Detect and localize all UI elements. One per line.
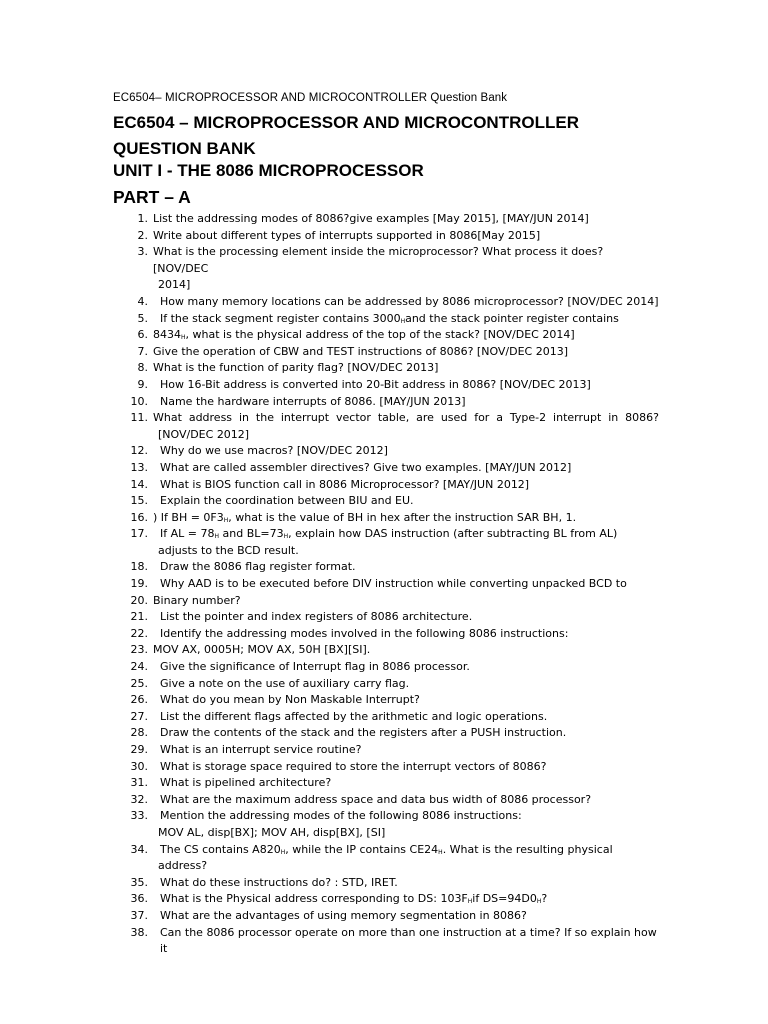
question-text-part: ) If BH = 0F3 (153, 510, 224, 524)
question-item (113, 510, 659, 527)
question-text: List the different flags affected by the arithmetic and logic operations. (160, 709, 548, 723)
question-text: What is storage space required to store the interrupt vectors of 8086? (160, 759, 547, 773)
question-text: Why AAD is to be executed before DIV instruction while converting unpacked BCD to (160, 577, 627, 591)
question-text-part: , while the IP contains CE24 (285, 842, 439, 856)
question-number: 19. (130, 577, 148, 591)
question-item (113, 493, 659, 510)
question-text-part: What is the Physical address corresponding to DS: 103F (160, 892, 468, 906)
question-text: Draw the 8086 flag register format. (160, 560, 356, 574)
question-item (113, 394, 659, 411)
question-text-part: , what is the value of BH in hex after the instruction SAR BH, 1. (228, 510, 577, 524)
question-text: How 16-Bit address is converted into 20-Bit address in 8086? [NOV/DEC 2013] (160, 377, 591, 391)
question-text: List the pointer and index registers of 8086 architecture. (160, 610, 473, 624)
question-item (113, 327, 659, 344)
question-number: 36. (130, 892, 148, 906)
question-number: 30. (130, 759, 148, 773)
question-item (113, 311, 659, 328)
question-item (113, 891, 659, 908)
question-text: Explain the coordination between BIU and EU. (160, 494, 414, 508)
question-number: 15. (130, 494, 148, 508)
question-text: Binary number? (153, 593, 241, 607)
question-text-part: . What is the resulting physical (442, 842, 613, 856)
question-number: 27. (130, 709, 148, 723)
question-item (113, 759, 659, 776)
hex-subscript: H (283, 533, 289, 541)
question-number: 13. (130, 460, 148, 474)
question-text: Why do we use macros? [NOV/DEC 2012] (160, 444, 388, 458)
question-text: Can the 8086 processor operate on more than one instruction at a time? If so explain how it (160, 925, 657, 956)
question-continuation: adjusts to the BCD result. (158, 543, 299, 557)
question-item (113, 609, 659, 626)
question-text (153, 842, 659, 859)
question-item (113, 742, 659, 759)
question-number: 33. (130, 809, 148, 823)
question-number: 8. (137, 361, 148, 375)
question-number: 38. (130, 925, 148, 939)
question-number: 26. (130, 693, 148, 707)
question-item (113, 808, 659, 825)
hex-subscript: H (214, 533, 219, 541)
question-text-part: , explain how DAS instruction (after subtracting BL from AL) (288, 527, 618, 541)
hex-subscript: H (223, 516, 229, 524)
question-number: 20. (130, 593, 148, 607)
question-text: What are the advantages of using memory segmentation in 8086? (160, 908, 527, 922)
question-number: 22. (130, 626, 148, 640)
question-text: MOV AX, 0005H; MOV AX, 50H [BX][SI]. (153, 643, 371, 657)
question-item (113, 377, 659, 394)
question-item (113, 593, 659, 610)
question-item (113, 460, 659, 477)
question-text: What is pipelined architecture? (160, 776, 332, 790)
question-number: 6. (137, 328, 148, 342)
question-number: 5. (137, 311, 148, 325)
question-number: 29. (130, 743, 148, 756)
question-continuation: MOV AL, disp[BX]; MOV AH, disp[BX], [SI] (158, 825, 386, 839)
question-number: 3. (137, 245, 148, 259)
question-text-part: and the stack pointer register contains (405, 311, 619, 325)
question-item (113, 211, 659, 228)
question-text: Mention the addressing modes of the following 8086 instructions: (160, 809, 522, 823)
hex-subscript: H (181, 334, 186, 342)
question-text: Draw the contents of the stack and the registers after a PUSH instruction. (160, 726, 567, 740)
question-text-part: and BL=73 (219, 527, 284, 541)
question-item (113, 526, 659, 543)
hex-subscript: H (400, 317, 406, 325)
question-item (113, 626, 659, 643)
question-item (113, 875, 659, 892)
hex-subscript: H (536, 898, 542, 906)
question-item (113, 559, 659, 576)
question-item (113, 244, 659, 277)
question-item (113, 792, 659, 809)
question-text: What is an interrupt service routine? (160, 743, 362, 756)
question-text (153, 311, 659, 328)
question-item (113, 709, 659, 726)
question-number: 7. (137, 344, 148, 358)
question-text-part: The CS contains A820 (160, 842, 281, 856)
question-item (113, 676, 659, 693)
question-text: Give the operation of CBW and TEST instructions of 8086? [NOV/DEC 2013] (153, 344, 569, 358)
question-item (113, 692, 659, 709)
question-text: Write about different types of interrupts supported in 8086[May 2015] (153, 228, 541, 242)
question-text: What do you mean by Non Maskable Interrupt? (160, 693, 420, 707)
question-number: 14. (130, 477, 148, 491)
question-text: Give a note on the use of auxiliary carry flag. (160, 676, 410, 690)
question-text (153, 891, 659, 908)
question-item (113, 576, 659, 593)
question-item (113, 294, 659, 311)
question-number: 24. (130, 660, 148, 674)
question-item (113, 228, 659, 245)
document-title: EC6504 – MICROPROCESSOR AND MICROCONTROLLER (113, 113, 579, 132)
question-text: Give the significance of Interrupt flag in 8086 processor. (160, 660, 470, 674)
question-number: 31. (130, 776, 148, 790)
question-text (153, 526, 659, 543)
question-text-part: If the stack segment register contains 3000 (160, 311, 401, 325)
question-list (113, 211, 659, 958)
question-number: 35. (130, 875, 148, 889)
question-item (113, 642, 659, 659)
question-number: 12. (130, 444, 148, 458)
question-number: 32. (130, 792, 148, 806)
question-number: 21. (130, 610, 148, 624)
question-continuation: 2014] (158, 278, 191, 292)
hex-subscript: H (467, 898, 473, 906)
question-item (113, 443, 659, 460)
question-number: 34. (130, 842, 148, 856)
question-text: What address in the interrupt vector table, are used for a Type-2 interrupt in 8086? (153, 411, 659, 425)
question-text: What is the processing element inside the microprocessor? What process it does? [NOV/DEC (153, 245, 604, 275)
question-text: What are called assembler directives? Give two examples. [MAY/JUN 2012] (160, 460, 572, 474)
part-heading: PART – A (113, 187, 191, 207)
running-header: EC6504– MICROPROCESSOR AND MICROCONTROLLER Question Bank (113, 92, 508, 104)
question-number: 4. (137, 294, 148, 308)
question-text: Identify the addressing modes involved in the following 8086 instructions: (160, 626, 569, 640)
question-item (113, 925, 659, 958)
question-item (113, 842, 659, 859)
question-number: 2. (137, 228, 148, 242)
question-number: 1. (137, 212, 148, 225)
question-text: Name the hardware interrupts of 8086. [MAY/JUN 2013] (160, 394, 466, 408)
question-text: What is BIOS function call in 8086 Microprocessor? [MAY/JUN 2012] (160, 477, 530, 491)
question-text: What are the maximum address space and data bus width of 8086 processor? (160, 792, 592, 806)
question-item (113, 725, 659, 742)
question-item (113, 410, 659, 427)
question-item (113, 360, 659, 377)
question-text: What is the function of parity flag? [NOV/DEC 2013] (153, 361, 439, 375)
question-number: 23. (130, 643, 148, 657)
question-text: List the addressing modes of 8086?give examples [May 2015], [MAY/JUN 2014] (153, 212, 589, 225)
question-continuation: address? (158, 859, 208, 873)
hex-subscript: H (280, 848, 286, 856)
question-item (113, 775, 659, 792)
question-text (153, 510, 659, 527)
question-text: What do these instructions do? : STD, IRET. (160, 875, 398, 889)
question-continuation: [NOV/DEC 2012] (158, 427, 250, 441)
question-number: 37. (130, 908, 148, 922)
question-number: 16. (130, 510, 148, 524)
question-number: 18. (130, 560, 148, 574)
unit-heading: UNIT I - THE 8086 MICROPROCESSOR (113, 161, 424, 180)
question-item (113, 344, 659, 361)
question-number: 25. (130, 676, 148, 690)
hex-subscript: H (438, 848, 443, 856)
question-text-part: If AL = 78 (160, 527, 215, 541)
question-text-part: if DS=94D0 (472, 892, 537, 906)
question-number: 28. (130, 726, 148, 740)
question-item (113, 477, 659, 494)
question-number: 11. (130, 411, 148, 425)
question-number: 9. (137, 377, 148, 391)
question-text-part: ? (541, 892, 548, 906)
question-item (113, 908, 659, 925)
question-number: 10. (130, 394, 148, 408)
question-number: 17. (130, 527, 148, 541)
document-subtitle: QUESTION BANK (113, 139, 256, 158)
question-text (153, 327, 659, 344)
question-item (113, 659, 659, 676)
question-text: How many memory locations can be addressed by 8086 microprocessor? [NOV/DEC 2014] (160, 294, 659, 308)
question-text-part: 8434 (153, 328, 181, 342)
question-text-part: , what is the physical address of the top of the stack? [NOV/DEC 2014] (185, 328, 575, 342)
